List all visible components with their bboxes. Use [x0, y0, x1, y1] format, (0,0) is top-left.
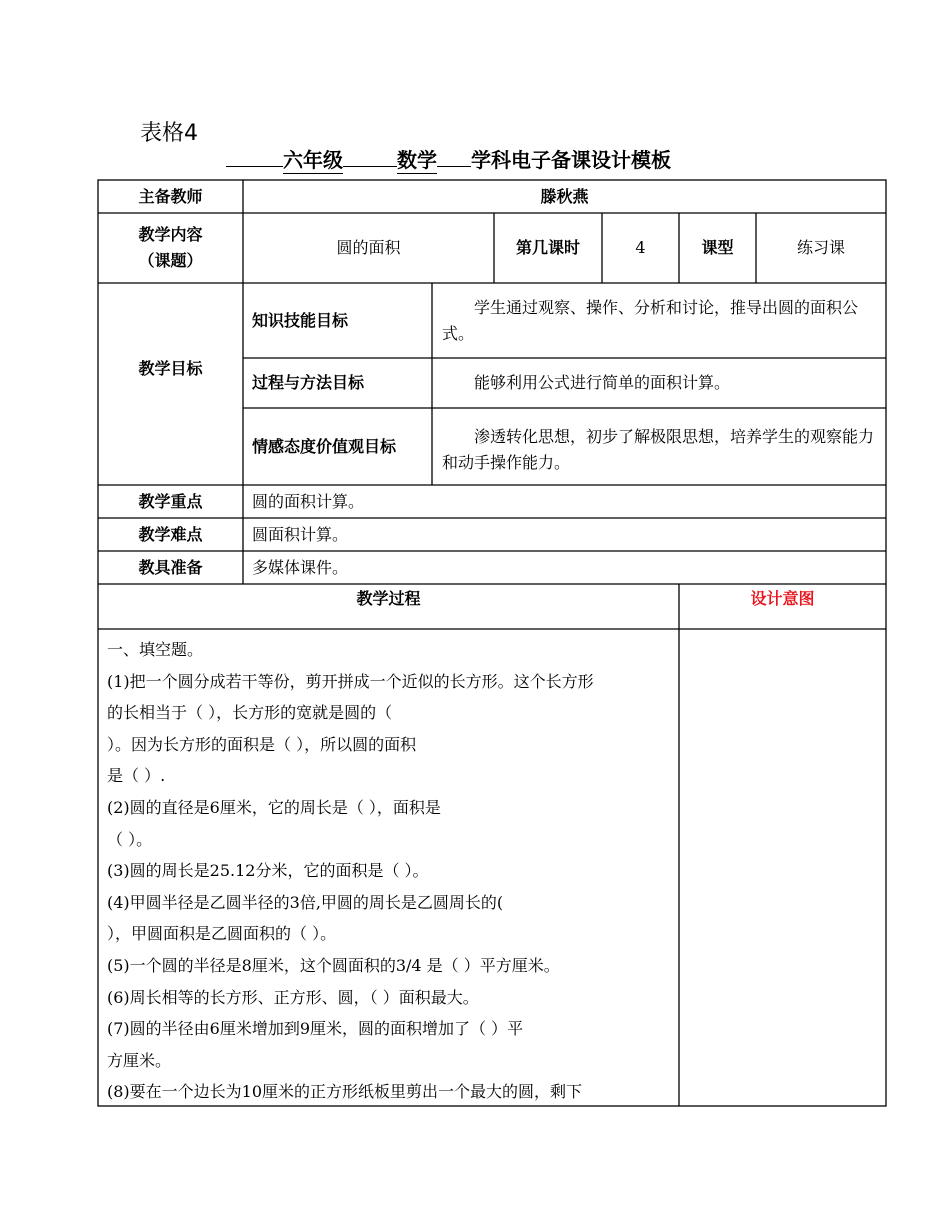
- title-blank: [343, 166, 397, 167]
- title-blank: [226, 166, 283, 167]
- process-line: （ ）。: [107, 829, 153, 849]
- process-line: (7)圆的半径由6厘米增加到9厘米，圆的面积增加了（ ）平: [107, 1019, 524, 1039]
- process-line: (6)周长相等的长方形、正方形、圆，（ ）面积最大。: [107, 987, 479, 1007]
- content-label-line2: （课题）: [138, 251, 203, 270]
- lead-teacher-value: 滕秋燕: [540, 186, 589, 206]
- goal-label-attitude: 情感态度价值观目标: [252, 436, 397, 456]
- goal-text-process: 能够利用公式进行简单的面积计算。: [474, 373, 731, 392]
- process-line: (4)甲圆半径是乙圆半径的3倍,甲圆的周长是乙圆周长的(: [107, 892, 504, 912]
- content-value: 圆的面积: [336, 238, 401, 257]
- focus-label: 教学重点: [138, 491, 203, 511]
- lesson-type-label: 课型: [701, 238, 734, 257]
- process-content: [107, 634, 673, 1108]
- process-header: 教学过程: [356, 589, 421, 608]
- lesson-number-value: 4: [635, 238, 646, 257]
- process-line: (2)圆的直径是6厘米，它的周长是（ ），面积是: [107, 797, 441, 817]
- process-line: ）。因为长方形的面积是（ ），所以圆的面积: [107, 734, 417, 754]
- process-line: 的长相当于（ ），长方形的宽就是圆的（: [107, 703, 393, 723]
- content-label-line1: 教学内容: [138, 225, 203, 244]
- title-grade: 六年级: [283, 144, 343, 174]
- goal-text-knowledge: 学生通过观察、操作、分析和讨论，推导出圆的面积公式。: [442, 298, 859, 343]
- title-blank: [437, 166, 471, 167]
- lesson-type-value: 练习课: [796, 238, 845, 257]
- intent-header: 设计意图: [750, 589, 815, 608]
- process-line: 是（ ）.: [107, 766, 166, 786]
- focus-value: 圆的面积计算。: [252, 491, 365, 511]
- title-rest: 学科电子备课设计模板: [471, 148, 671, 172]
- goal-label-knowledge: 知识技能目标: [252, 310, 349, 330]
- table-number-label: 表格4: [140, 121, 198, 146]
- page-title: [226, 144, 671, 174]
- content-label: [98, 213, 243, 283]
- tools-value: 多媒体课件。: [252, 557, 349, 577]
- goals-label: 教学目标: [138, 359, 203, 378]
- difficulty-label: 教学难点: [138, 524, 203, 544]
- lead-teacher-label: 主备教师: [138, 186, 203, 206]
- tools-label: 教具准备: [138, 557, 203, 577]
- goal-text-attitude: 渗透转化思想，初步了解极限思想，培养学生的观察能力和动手操作能力。: [442, 427, 875, 472]
- lesson-number-label: 第几课时: [515, 238, 580, 257]
- difficulty-value: 圆面积计算。: [252, 524, 349, 544]
- process-line: (1)把一个圆分成若干等份，剪开拼成一个近似的长方形。这个长方形: [107, 671, 594, 691]
- title-subject: 数学: [397, 144, 437, 174]
- process-line: ），甲圆面积是乙圆面积的（ ）。: [107, 924, 337, 944]
- process-line: (5)一个圆的半径是8厘米，这个圆面积的3/4 是（ ）平方厘米。: [107, 955, 560, 975]
- process-line: (3)圆的周长是25.12分米，它的面积是（ ）。: [107, 861, 429, 881]
- goal-label-process: 过程与方法目标: [252, 373, 365, 392]
- process-line: 一、填空题。: [107, 640, 204, 659]
- process-line: 方厘米。: [107, 1050, 172, 1070]
- process-line: (8)要在一个边长为10厘米的正方形纸板里剪出一个最大的圆，剩下: [107, 1082, 583, 1102]
